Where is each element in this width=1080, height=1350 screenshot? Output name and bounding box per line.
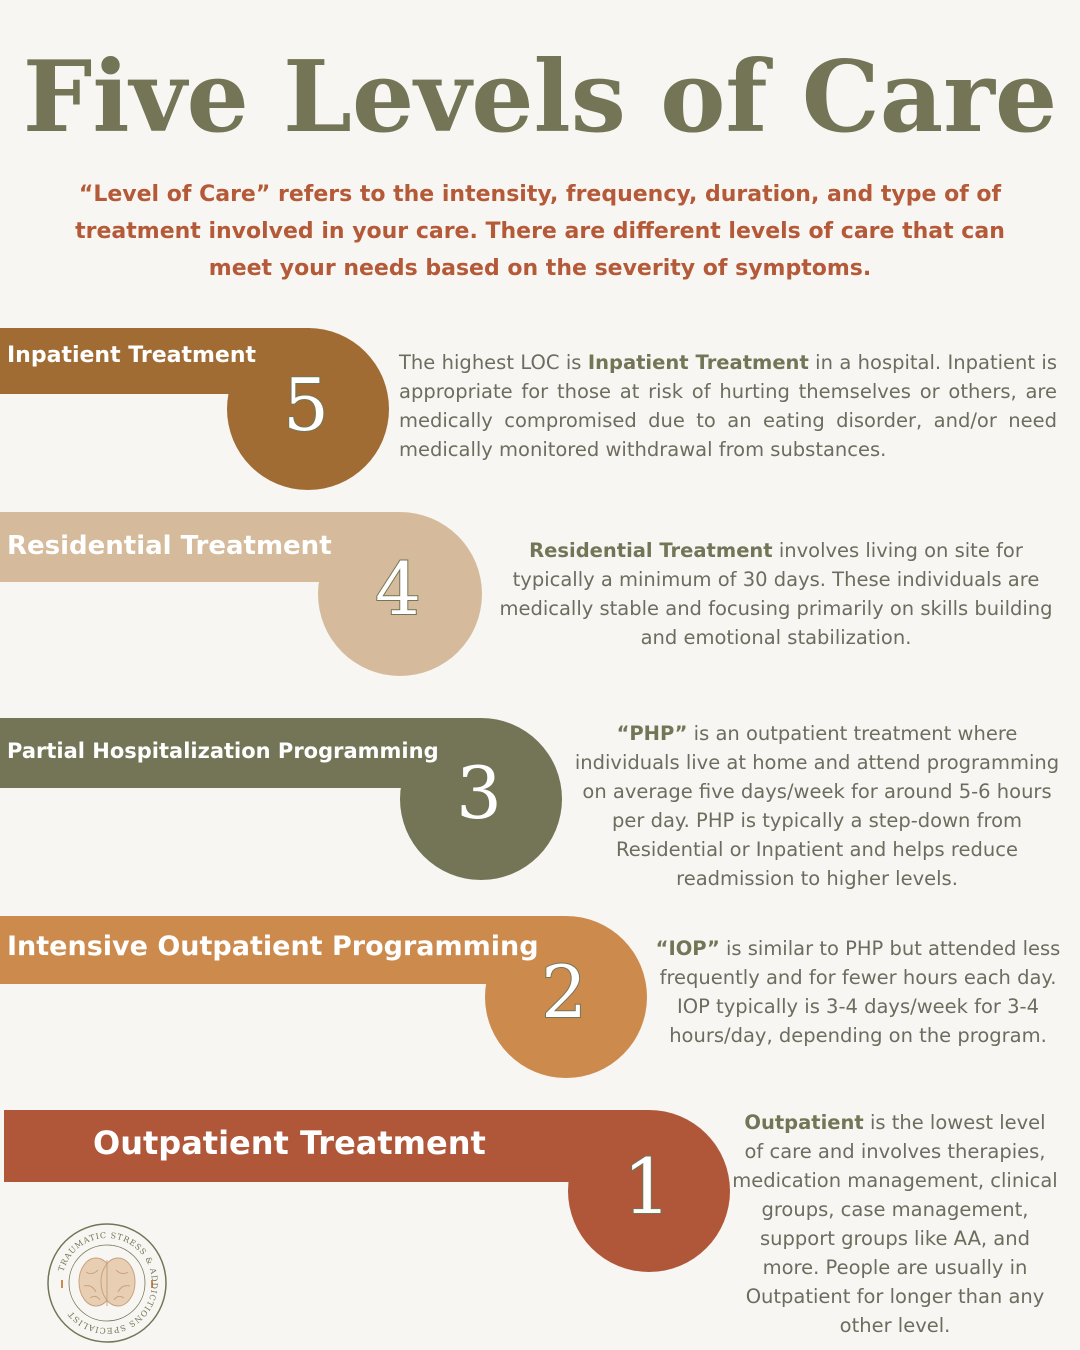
intro-text: “Level of Care” refers to the intensity, frequency, duration, and type of of treatment involved in your care. There are different levels of care that can meet your needs based on the severity of symptoms. xyxy=(75,182,1005,281)
level-number: 1 xyxy=(622,1142,672,1231)
specialist-logo xyxy=(46,1222,168,1344)
level-5-description: The highest LOC is Inpatient Treatment in a hospital. Inpatient is appropriate for those at risk of hurting themselves or others, are medically compromised due to an eating disorder, and/or need medically monitored withdrawal from substances. xyxy=(399,351,1057,461)
level-2-description: “IOP” is similar to PHP but attended less frequently and for fewer hours each day. IOP typically is 3-4 days/week for 3-4 hours/day, depending on the program. xyxy=(655,937,1061,1047)
level-number: 5 xyxy=(283,363,329,447)
level-4-disc xyxy=(318,512,482,676)
level-3-description: “PHP” is an outpatient treatment where individuals live at home and attend programming on average five days/week for around 5-6 hours per day. PHP is typically a step-down from Residential or Inpatient and helps reduce readmission to higher levels. xyxy=(574,722,1060,890)
svg-text:TRAUMATIC STRESS & ADDICTIONS: TRAUMATIC STRESS & ADDICTIONS SPECIALIST xyxy=(56,1230,160,1336)
level-1-disc xyxy=(568,1110,730,1272)
level-5-label: Inpatient Treatment xyxy=(7,343,257,368)
level-number: 4 xyxy=(375,547,421,631)
level-2-label: Intensive Outpatient Programming xyxy=(7,931,539,962)
brain-icon xyxy=(79,1258,135,1306)
level-1-description: Outpatient is the lowest level of care and involves therapies, medication management, clinical groups, case management, support groups like AA, and more. People are usually in Outpatient for longer than any other level. xyxy=(732,1111,1058,1337)
page-title: Five Levels of Care xyxy=(22,40,1058,155)
level-number: 2 xyxy=(541,950,587,1034)
level-4-description: Residential Treatment involves living on site for typically a minimum of 30 days. These individuals are medically stable and focusing primarily on skills building and emotional stabilization. xyxy=(499,539,1053,649)
level-1-label: Outpatient Treatment xyxy=(93,1124,486,1162)
level-3-label: Partial Hospitalization Programming xyxy=(7,739,439,763)
level-4-label: Residential Treatment xyxy=(7,531,332,561)
level-number: 3 xyxy=(456,751,502,835)
